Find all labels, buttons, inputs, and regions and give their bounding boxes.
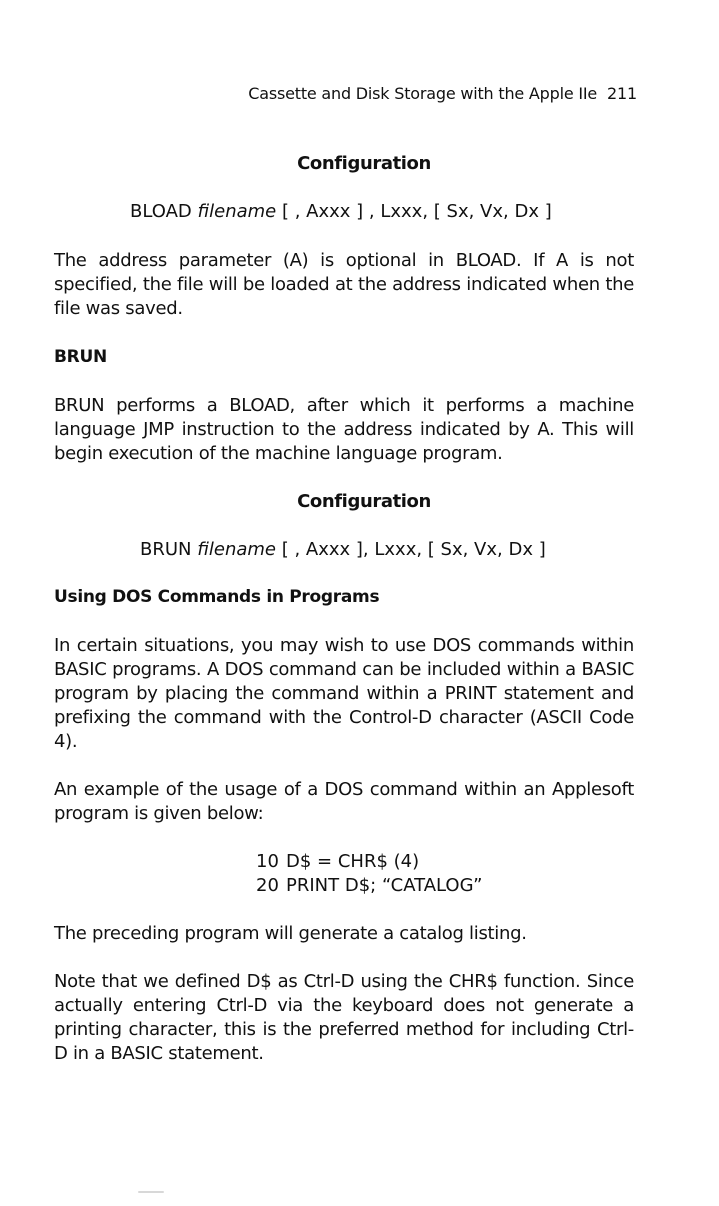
bload-configuration-heading: Configuration bbox=[297, 153, 431, 174]
brun-filename-param: filename bbox=[197, 539, 276, 560]
bload-command: BLOAD bbox=[130, 201, 192, 222]
running-title: Cassette and Disk Storage with the Apple IIe bbox=[248, 84, 598, 103]
page-number: 211 bbox=[607, 84, 637, 103]
code-listing bbox=[54, 850, 634, 898]
code-line-text: PRINT D$; “CATALOG” bbox=[286, 875, 483, 896]
dos-intro-paragraph: In certain situations, you may wish to use DOS commands within BASIC programs. A DOS command can be included within a BASIC program by placing the command within a PRINT statement and prefixing the command with the Control-D character (ASCII Code 4). bbox=[54, 635, 634, 752]
brun-syntax bbox=[54, 538, 634, 562]
code-line bbox=[54, 850, 634, 874]
code-line-number: 20 bbox=[256, 875, 279, 896]
code-line-number: 10 bbox=[256, 851, 279, 872]
scan-smudge bbox=[138, 1191, 164, 1193]
brun-description-paragraph: BRUN performs a BLOAD, after which it performs a machine language JMP instruction to the address indicated by A. This will begin execution of the machine language program. bbox=[54, 395, 634, 464]
catalog-result-paragraph: The preceding program will generate a catalog listing. bbox=[54, 923, 527, 944]
ctrl-d-note-paragraph: Note that we defined D$ as Ctrl-D using the CHR$ function. Since actually entering Ctrl-D via the keyboard does not generate a printing character, this is the preferred method for including Ctrl-D in a BASIC statement. bbox=[54, 971, 634, 1064]
bload-note-paragraph: The address parameter (A) is optional in BLOAD. If A is not specified, the file will be loaded at the address indicated when the file was saved. bbox=[54, 250, 634, 319]
brun-configuration-heading: Configuration bbox=[297, 491, 431, 512]
page-content bbox=[54, 152, 634, 1066]
dos-example-paragraph: An example of the usage of a DOS command within an Applesoft program is given below: bbox=[54, 779, 634, 824]
bload-syntax bbox=[54, 200, 634, 224]
brun-params: [ , Axxx ], Lxxx, [ Sx, Vx, Dx ] bbox=[281, 539, 546, 560]
bload-filename-param: filename bbox=[197, 201, 277, 222]
code-line bbox=[54, 874, 634, 898]
brun-heading: BRUN bbox=[54, 347, 107, 367]
code-line-text: D$ = CHR$ (4) bbox=[286, 851, 420, 872]
bload-params: [ , Axxx ] , Lxxx, [ Sx, Vx, Dx ] bbox=[281, 201, 552, 222]
running-header bbox=[248, 84, 637, 103]
dos-commands-heading: Using DOS Commands in Programs bbox=[54, 587, 380, 607]
brun-command: BRUN bbox=[140, 539, 192, 560]
